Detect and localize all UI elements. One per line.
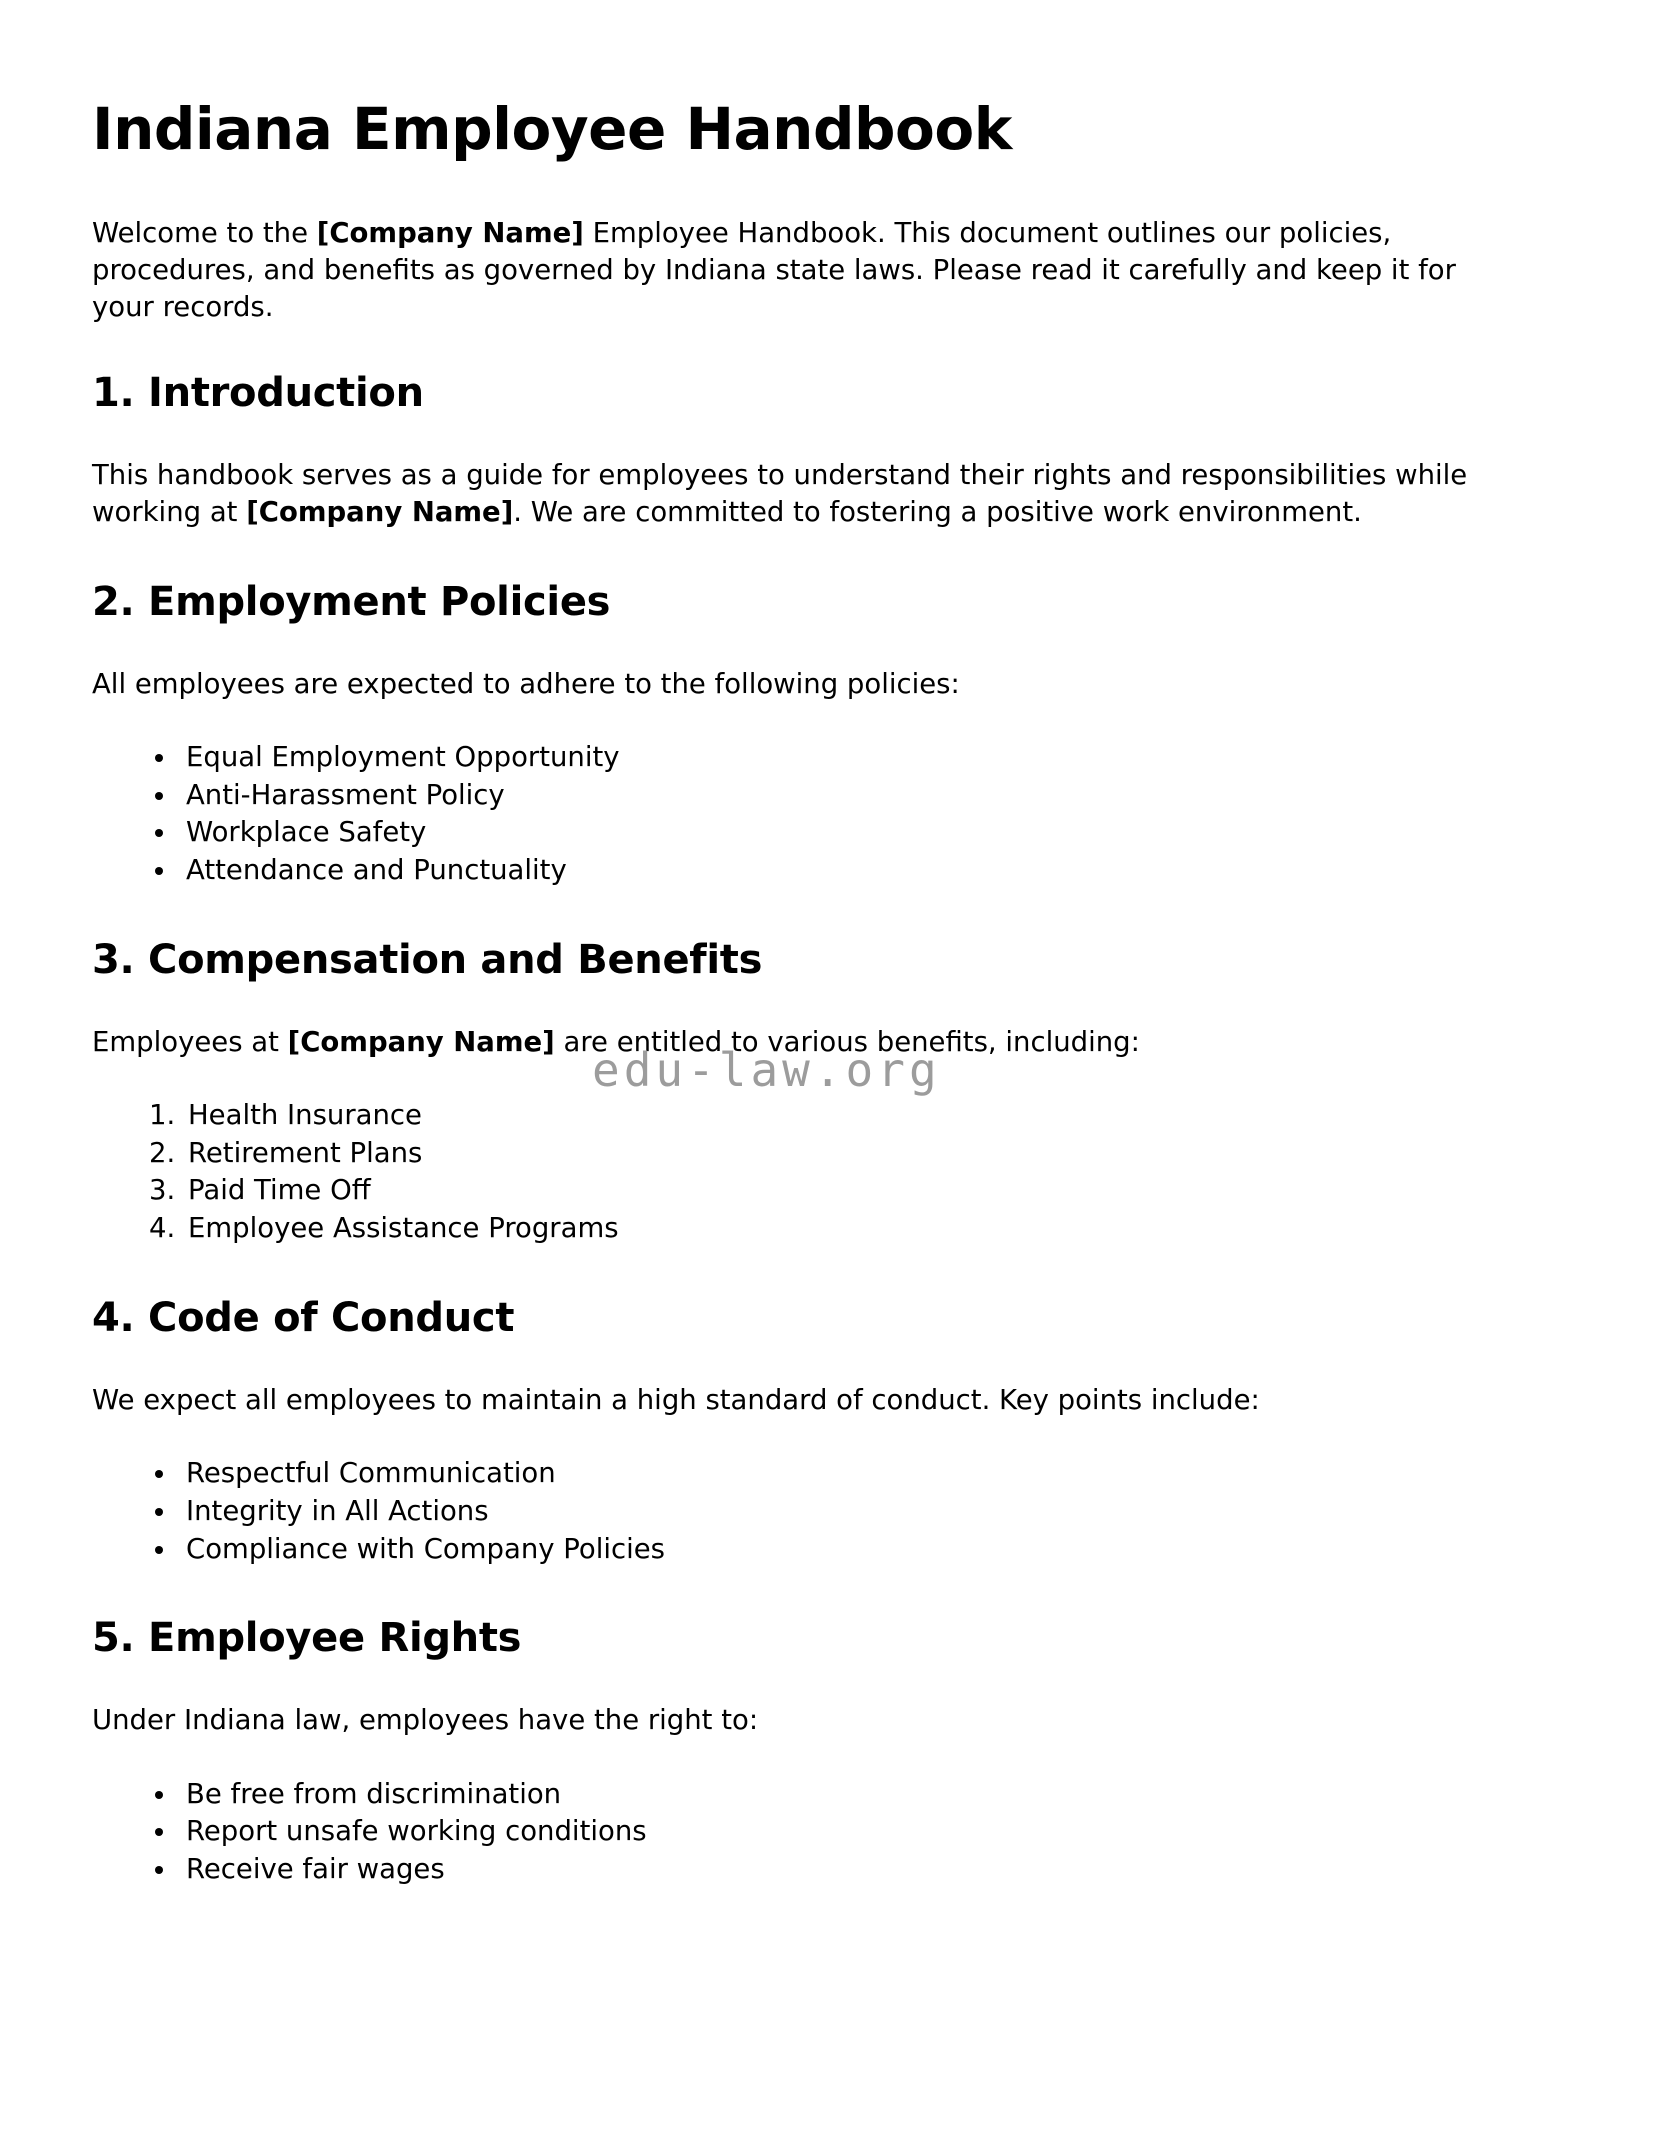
list-item: • Workplace Safety xyxy=(178,814,1536,852)
intro-company-name: [Company Name] xyxy=(316,216,584,249)
section-heading-compensation-and-benefits: 3. Compensation and Benefits xyxy=(92,936,763,983)
benefits-list xyxy=(92,1097,1536,1248)
list-item: 2. Retirement Plans xyxy=(184,1135,1536,1173)
list-item: • Be free from discrimination xyxy=(178,1776,1536,1814)
list-item: 3. Paid Time Off xyxy=(184,1172,1536,1210)
section-paragraph-code-of-conduct: We expect all employees to maintain a high standard of conduct. Key points include: xyxy=(92,1383,1260,1416)
intro-text-before: Welcome to the xyxy=(92,216,317,249)
list-item: • Integrity in All Actions xyxy=(178,1493,1536,1531)
section-3-company-name: [Company Name] xyxy=(287,1025,555,1058)
section-paragraph-introduction xyxy=(92,457,1492,532)
section-1-company-name: [Company Name] xyxy=(246,496,514,529)
section-3-text-after: are entitled to various benefits, including: xyxy=(554,1025,1140,1058)
section-heading-introduction: 1. Introduction xyxy=(92,369,424,416)
section-heading-code-of-conduct: 4. Code of Conduct xyxy=(92,1294,515,1341)
intro-text-after: Employee Handbook. This document outlines our policies, procedures, and benefits as governed by Indiana state laws. Please read it carefully and keep it for your records. xyxy=(92,216,1456,324)
intro-paragraph xyxy=(92,215,1492,327)
watermark: edu-law.org xyxy=(592,1043,941,1097)
list-item: • Equal Employment Opportunity xyxy=(178,739,1536,777)
section-paragraph-employment-policies: All employees are expected to adhere to the following policies: xyxy=(92,667,960,700)
section-1-text-before: This handbook serves as a guide for employees to understand their rights and responsibilities while working at xyxy=(92,458,1468,529)
list-item: • Compliance with Company Policies xyxy=(178,1531,1536,1569)
section-heading-employee-rights: 5. Employee Rights xyxy=(92,1615,522,1662)
list-item: • Respectful Communication xyxy=(178,1455,1536,1493)
section-3-text-before: Employees at xyxy=(92,1025,288,1058)
list-item: 1. Health Insurance xyxy=(184,1097,1536,1135)
employee-rights-list xyxy=(92,1776,1536,1889)
list-item: 4. Employee Assistance Programs xyxy=(184,1210,1536,1248)
section-1-text-after: . We are committed to fostering a positive work environment. xyxy=(513,496,1362,529)
section-paragraph-employee-rights: Under Indiana law, employees have the right to: xyxy=(92,1704,759,1737)
list-item: • Attendance and Punctuality xyxy=(178,852,1536,890)
list-item: • Report unsafe working conditions xyxy=(178,1813,1536,1851)
section-paragraph-compensation-and-benefits xyxy=(92,1024,1492,1061)
list-item: • Receive fair wages xyxy=(178,1851,1536,1889)
page-title: Indiana Employee Handbook xyxy=(92,95,1012,163)
employment-policies-list xyxy=(92,739,1536,890)
code-of-conduct-list xyxy=(92,1455,1536,1568)
section-heading-employment-policies: 2. Employment Policies xyxy=(92,578,611,625)
list-item: • Anti-Harassment Policy xyxy=(178,777,1536,815)
